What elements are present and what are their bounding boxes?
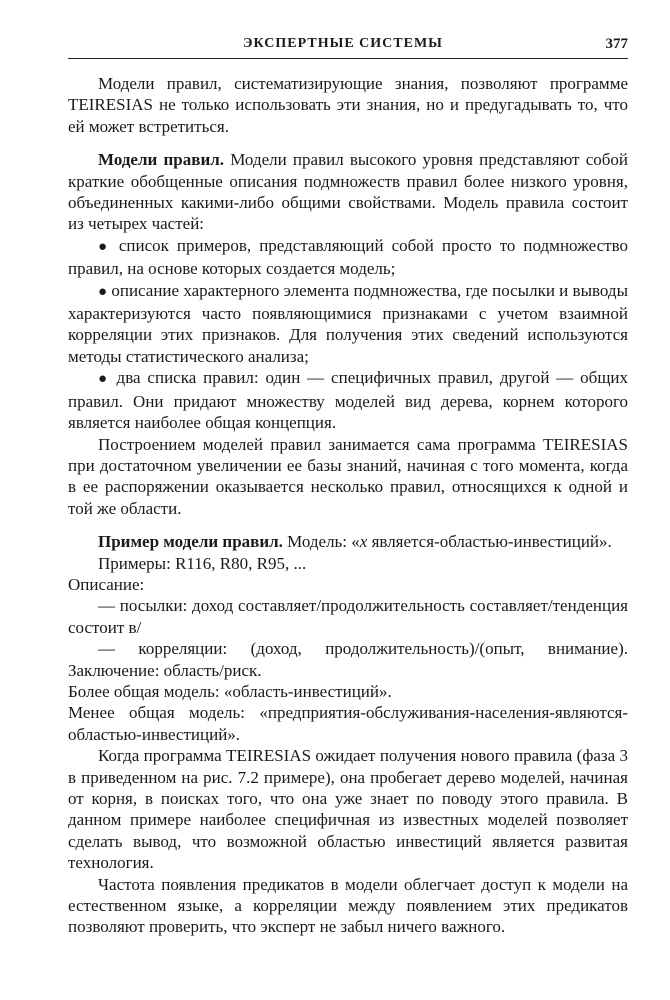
paragraph-rule-models-text: Модели правил высокого уровня представляют собой краткие обобщенные описания подмножеств правил более низкого уровня, объединенных какими-либо общими свойствами. Модель правила состоит из четырех частей: [68, 150, 628, 234]
example-model-prefix: Модель: « [282, 532, 360, 552]
bullet-icon: ● [98, 238, 111, 255]
example-model-variable: x [359, 532, 368, 552]
example-more-general: Более общая модель: «область-инвестиций». [68, 681, 392, 701]
paragraph-rule-models [68, 149, 628, 235]
section-heading-example: Пример модели правил. [98, 532, 283, 552]
list-item-text: описание характерного элемента подмножества, где посылки и выводы характеризуются часто появляющимися признаками с учетом взаимной корреляции этих признаков. Для получения этих сведений используются методы статистического анализа; [68, 280, 628, 366]
paragraph-frequency: Частота появления предикатов в модели облегчает доступ к модели на естественном языке, а корреляции между появлением этих предикатов позволяют проверить, что эксперт не забыл ничего важного. [68, 874, 628, 937]
page-body [68, 73, 628, 938]
list-item-text: два списка правил: один — специфичных правил, другой — общих правил. Они придают множеству моделей вид дерева, корнем которого является наиболее общая концепция. [68, 368, 629, 433]
example-description-label: Описание: [68, 574, 145, 594]
section-heading-rule-models: Модели правил. [98, 150, 225, 170]
paragraph-intro: Модели правил, систематизирующие знания, позволяют программе TEIRESIAS не только использовать эти знания, но и предугадывать то, что ей может встретиться. [68, 74, 628, 136]
list-item-rule-lists [68, 367, 628, 433]
running-title: ЭКСПЕРТНЫЕ СИСТЕМЫ [243, 36, 443, 51]
paragraph-example [68, 531, 628, 552]
example-premises: — посылки: доход составляет/продолжительность составляет/тенденция состоит в/ [68, 596, 628, 637]
page-number: 377 [605, 36, 628, 52]
example-model-suffix: является-областью-инвестиций». [367, 532, 612, 552]
running-header [68, 36, 628, 59]
bullet-icon: ● [98, 283, 108, 300]
example-instances: Примеры: R116, R80, R95, ... [98, 553, 307, 573]
bullet-icon: ● [98, 371, 110, 388]
example-less-general: Менее общая модель: «предприятия-обслуживания-населения-являются-областью-инвестиций». [68, 703, 628, 744]
list-item-examples [68, 235, 628, 280]
example-correlations: — корреляции: (доход, продолжительность)/(опыт, внимание). Заключение: область/риск. [68, 639, 628, 680]
list-item-description [68, 280, 628, 368]
paragraph-construction: Построением моделей правил занимается сама программа TEIRESIAS при достаточном увеличении ее базы знаний, начиная с того момента, когда в ее распоряжении оказывается несколько правил, относящихся к одной и той же области. [68, 434, 628, 518]
paragraph-acquisition: Когда программа TEIRESIAS ожидает получения нового правила (фаза 3 в приведенном на рис. 7.2 примере), она пробегает дерево моделей, начиная от корня, в поисках того, что она уже знает по поводу этого правила. В данном примере наиболее специфичная из известных моделей позволяет сделать вывод, что возможной областью инвестиций является развитая технология. [68, 746, 628, 873]
list-item-text: список примеров, представляющий собой просто то подмножество правил, на основе которых создается модель; [68, 235, 628, 279]
